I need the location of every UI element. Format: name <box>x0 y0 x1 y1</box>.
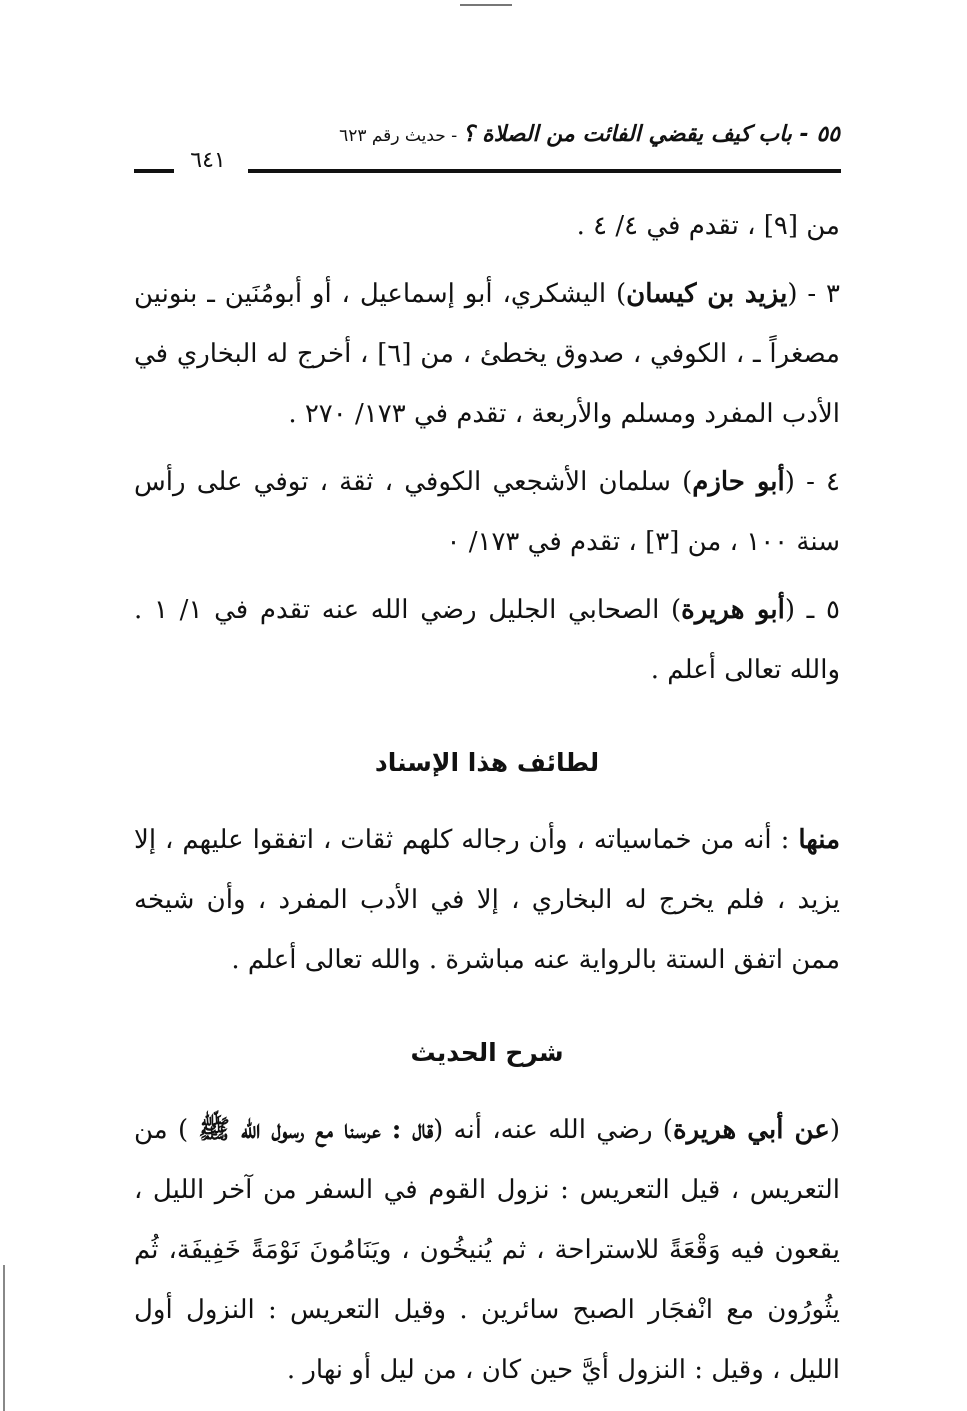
narrator-5 <box>134 580 840 700</box>
sharh-paragraph <box>134 1100 840 1400</box>
hadith-reference: - حديث رقم ٦٢٣ <box>339 126 463 146</box>
narrator-number: ٤ - ( <box>784 467 840 497</box>
narrator-number: ٥ ـ ( <box>784 595 840 625</box>
page-body <box>134 196 840 1400</box>
section-heading-sharh: شرح الحديث <box>410 1038 564 1067</box>
scan-edge-line <box>3 1265 5 1411</box>
narrator-name: أبو هريرة <box>681 595 785 625</box>
narrator-3 <box>134 264 840 444</box>
narrator-number: ٣ - ( <box>787 279 840 309</box>
section-heading-lataif: لطائف هذا الإسناد <box>374 748 600 777</box>
narrator-text: ) سلمان الأشجعي الكوفي ، ثقة ، توفي على رأس سنة ١٠٠ ، من [٣] ، تقدم في ١٧٣/ ٠ <box>134 467 840 557</box>
narrator-continuation: من [٩] ، تقدم في ٤/ ٤ . <box>576 211 840 241</box>
scan-mark <box>460 4 512 6</box>
lataif-text: : أنه من خماسياته ، وأن رجاله كلهم ثقات ، اتفقوا عليهم ، إلا يزيد ، فلم يخرج له البخاري ، إلا في الأدب المفرد ، وأن شيخه ممن اتفق الستة بالرواية عنه مباشرة . والله تعالى أعلم . <box>134 825 840 975</box>
page-number-rule <box>134 169 174 173</box>
narrator-text: ) الصحابي الجليل رضي الله عنه تقدم في ١/ ١ . والله تعالى أعلم . <box>134 595 840 685</box>
sharh-bold-narrator: عن أبي هريرة <box>672 1115 830 1145</box>
narrator-name: يزيد بن كيسان <box>626 279 788 309</box>
sharh-text: ) من التعريس ، قيل التعريس : نزول القوم في السفر من آخر الليل ، يقعون فيه وَقْعَةً للاستراحة ، ثم يُنيخُون ، ويَنَامُونَ نَوْمَةً خَفِيفَة، ثُم يثُورُون مع انْفجَار الصبح سائرين . وقيل التعريس : النزول أول الليل ، وقيل : النزول أيَّ حين كان ، من ليل أو نهار . <box>134 1115 840 1385</box>
narrator-name: أبو حازم <box>692 467 785 497</box>
narrator-text: ) اليشكري، أبو إسماعيل ، أو أبومُنَين ـ بنونين مصغراً ـ ، الكوفي ، صدوق يخطئ ، من [٦] ، أخرج له البخاري في الأدب المفرد ومسلم والأربعة ، تقدم في ١٧٣/ ٢٧٠ . <box>134 279 840 429</box>
sharh-bold-quote: قال : عرسنا مع رسول الله ﷺ <box>198 1115 434 1145</box>
narrator-4 <box>134 452 840 572</box>
page-number: ٦٤١ <box>190 148 226 173</box>
header-rule <box>248 169 841 173</box>
chapter-title: ٥٥ - باب كيف يقضي الفائت من الصلاة ؟ <box>462 122 840 147</box>
lataif-paragraph <box>134 810 840 990</box>
bracket-open: ( <box>829 1115 840 1145</box>
running-head <box>200 122 840 162</box>
sharh-text: ) رضي الله عنه، أنه ( <box>433 1115 673 1145</box>
lataif-lead: منها <box>798 825 840 855</box>
